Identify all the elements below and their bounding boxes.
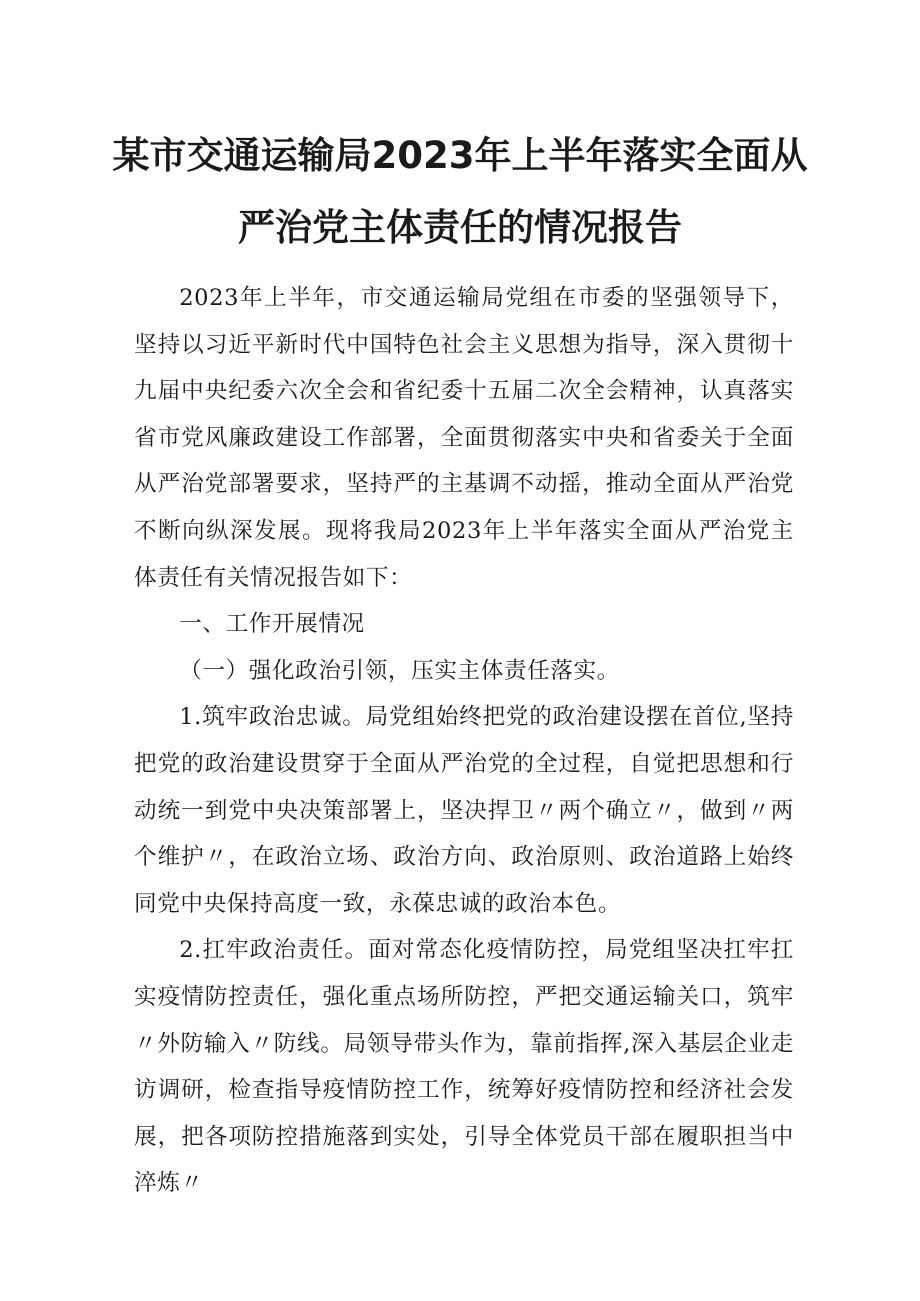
document-body <box>134 275 794 1207</box>
section-heading: 一、工作开展情况 <box>179 611 365 638</box>
document-title-line-2: 严治党主体责任的情况报告 <box>238 206 682 249</box>
subsection-heading: （一）强化政治引领，压实主体责任落实。 <box>179 657 620 684</box>
item-paragraph-1: 1.筑牢政治忠诚。局党组始终把党的政治建设摆在首位,坚持把党的政治建设贯穿于全面从严治党的全过程，自觉把思想和行动统一到党中央决策部署上，坚决捍卫〃两个确立〃，做到〃两个维护〃，在政治立场、政治方向、政治原则、政治道路上始终同党中央保持高度一致，永葆忠诚的政治本色。 <box>134 704 794 917</box>
document-title-line-1: 某市交通运输局2023年上半年落实全面从 <box>112 134 808 177</box>
item-paragraph-2: 2.扛牢政治责任。面对常态化疫情防控，局党组坚决扛牢扛实疫情防控责任，强化重点场所防控，严把交通运输关口，筑牢〃外防输入〃防线。局领导带头作为，靠前指挥,深入基层企业走访调研，检查指导疫情防控工作，统筹好疫情防控和经济社会发展，把各项防控措施落到实处，引导全体党员干部在履职担当中淬炼〃 <box>134 937 794 1197</box>
intro-paragraph: 2023年上半年，市交通运输局党组在市委的坚强领导下，坚持以习近平新时代中国特色社会主义思想为指导，深入贯彻十九届中央纪委六次全会和省纪委十五届二次全会精神，认真落实省市党风廉政建设工作部署，全面贯彻落实中央和省委关于全面从严治党部署要求，坚持严的主基调不动摇，推动全面从严治党不断向纵深发展。现将我局2023年上半年落实全面从严治党主体责任有关情况报告如下： <box>134 285 794 591</box>
